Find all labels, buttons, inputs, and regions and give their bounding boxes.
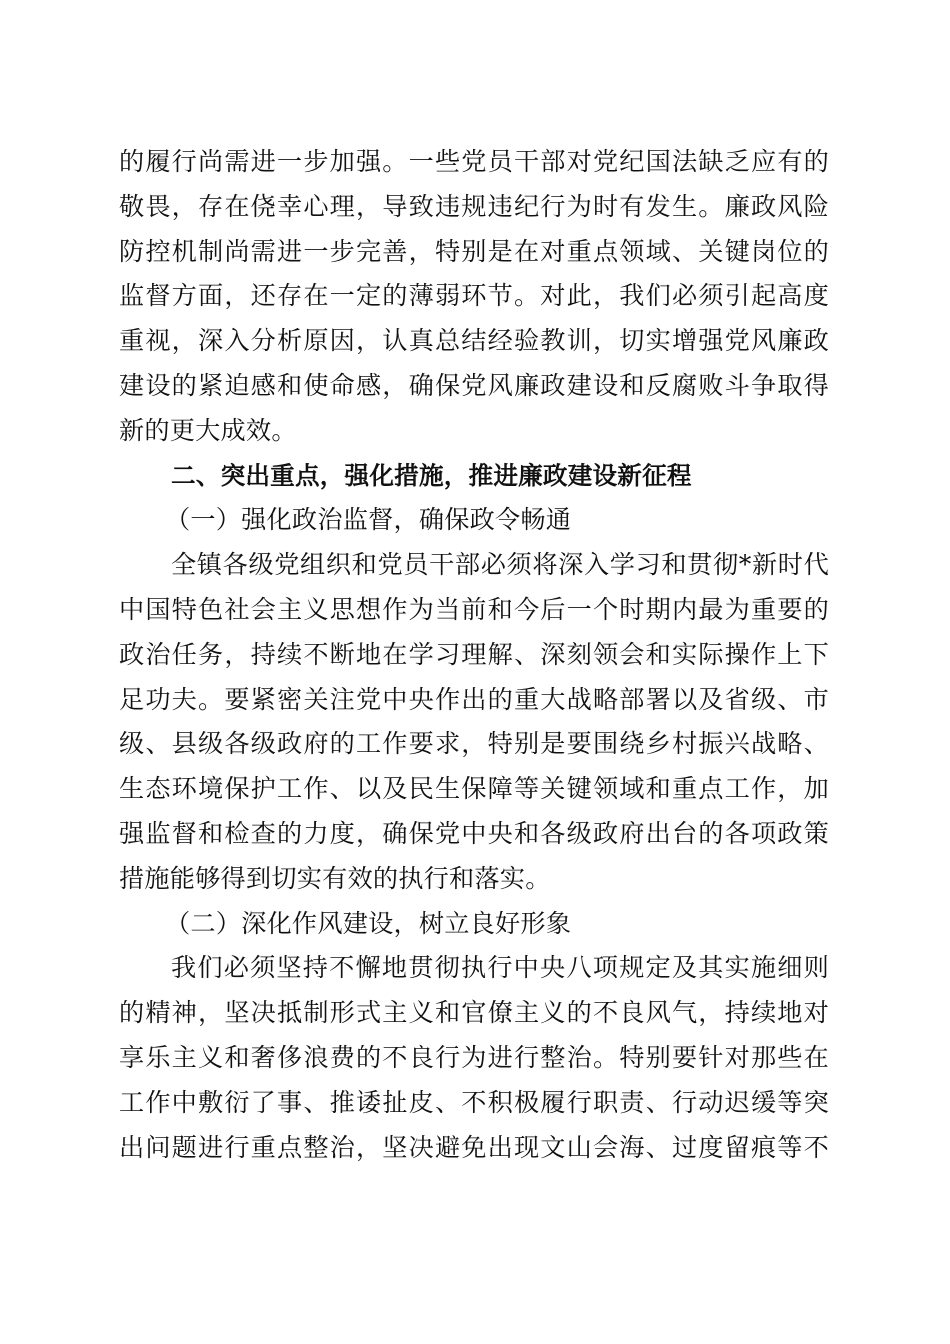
paragraph-line: 新的更大成效。 <box>119 415 297 445</box>
subsection-heading: （二）深化作风建设，树立良好形象 <box>165 908 572 938</box>
subsection-heading: （一）强化政治监督，确保政令畅通 <box>165 505 572 535</box>
paragraph-line: 监督方面，还存在一定的薄弱环节。对此，我们必须引起高度 <box>119 281 829 311</box>
paragraph-line: 措施能够得到切实有效的执行和落实。 <box>119 863 551 893</box>
paragraph-line: 我们必须坚持不懈地贯彻执行中央八项规定及其实施细则 <box>171 953 829 983</box>
paragraph-line: 级、县级各级政府的工作要求，特别是要围绕乡村振兴战略、 <box>119 729 829 759</box>
paragraph-line: 防控机制尚需进一步完善，特别是在对重点领域、关键岗位的 <box>119 236 829 266</box>
paragraph-line: 的履行尚需进一步加强。一些党员干部对党纪国法缺乏应有的 <box>119 147 829 176</box>
paragraph-line: 政治任务，持续不断地在学习理解、深刻领会和实际操作上下 <box>119 639 829 669</box>
paragraph-line: 享乐主义和奢侈浪费的不良行为进行整治。特别要针对那些在 <box>119 1042 829 1072</box>
document-body <box>119 140 829 1170</box>
paragraph-line: 全镇各级党组织和党员干部必须将深入学习和贯彻*新时代 <box>171 550 829 580</box>
paragraph-line: 敬畏，存在侥幸心理，导致违规违纪行为时有发生。廉政风险 <box>119 191 829 221</box>
paragraph-line: 重视，深入分析原因，认真总结经验教训，切实增强党风廉政 <box>119 326 829 356</box>
paragraph-line: 建设的紧迫感和使命感，确保党风廉政建设和反腐败斗争取得 <box>119 370 829 400</box>
paragraph-line: 中国特色社会主义思想作为当前和今后一个时期内最为重要的 <box>119 594 829 624</box>
paragraph-line: 工作中敷衍了事、推诿扯皮、不积极履行职责、行动迟缓等突 <box>119 1087 829 1117</box>
paragraph-line: 强监督和检查的力度，确保党中央和各级政府出台的各项政策 <box>119 818 829 848</box>
paragraph-line: 出问题进行重点整治，坚决避免出现文山会海、过度留痕等不 <box>119 1132 829 1162</box>
paragraph-line: 的精神，坚决抵制形式主义和官僚主义的不良风气，持续地对 <box>119 998 829 1028</box>
paragraph-line: 生态环境保护工作、以及民生保障等关键领域和重点工作，加 <box>119 774 829 804</box>
section-heading: 二、突出重点，强化措施，推进廉政建设新征程 <box>171 460 692 490</box>
paragraph-line: 足功夫。要紧密关注党中央作出的重大战略部署以及省级、市 <box>119 684 829 714</box>
